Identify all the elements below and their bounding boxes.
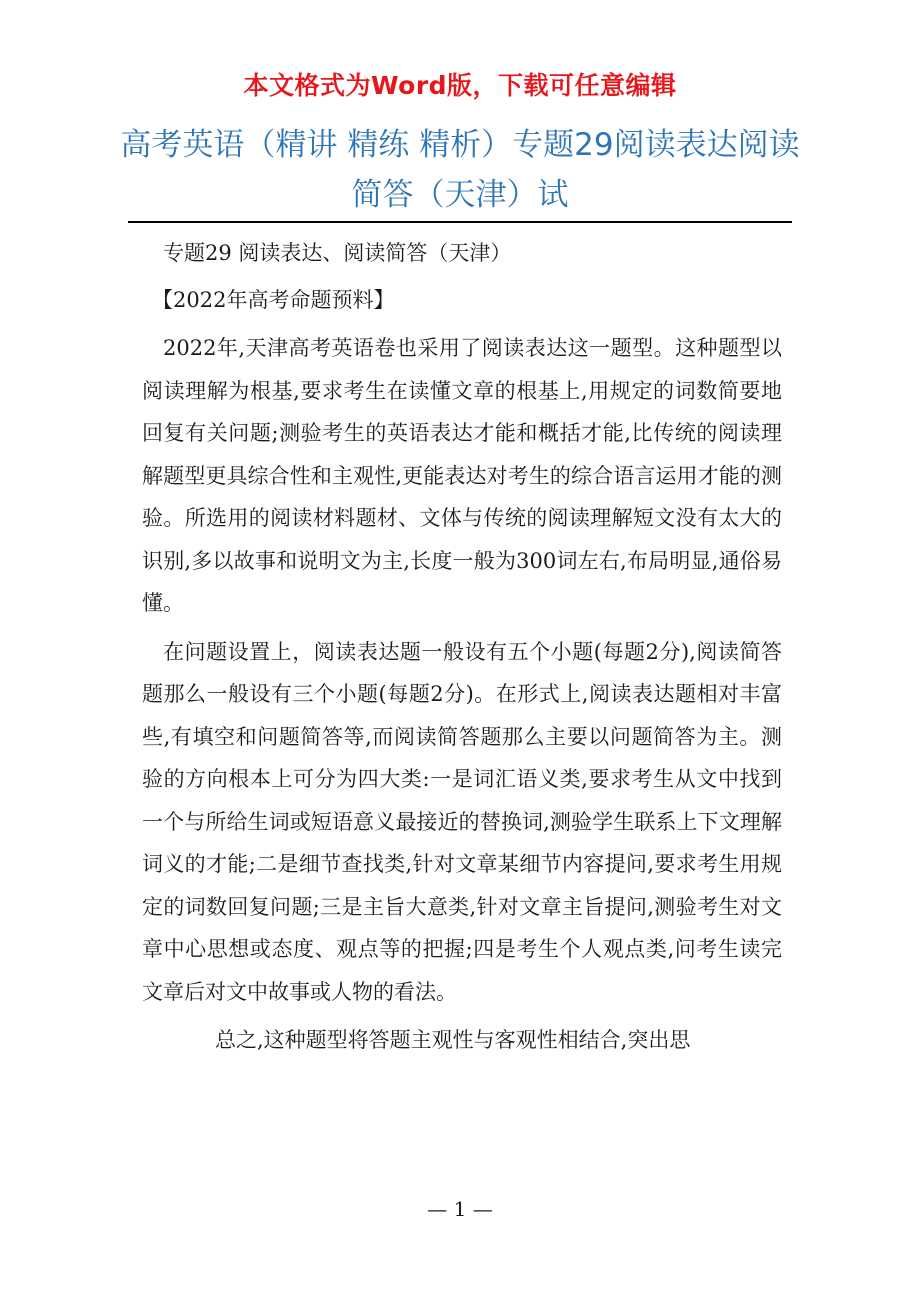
document-title: 高考英语（精讲 精练 精析）专题29阅读表达阅读简答（天津）试 (120, 127, 800, 213)
format-notice: 本文格式为Word版，下载可任意编辑 (243, 71, 677, 100)
section-label: 【2022年高考命题预料】 (152, 287, 395, 312)
page-number: — 1 — (427, 1197, 493, 1221)
paragraph: 2022年,天津高考英语卷也采用了阅读表达这一题型。这种题型以阅读理解为根基,要求考生在读懂文章的根基上,用规定的词数简要地回复有关问题;测验考生的英语表达才能和概括才能,比传统的阅读理解题型更具综合性和主观性,更能表达对考生的综合语言运用才能的测验。所选用的阅读材料题材、文体与传统的阅读理解短文没有太大的识别,多以故事和说明文为主,长度一般为300词左右,布局明显,通俗易懂。 (142, 336, 782, 615)
paragraph: 在问题设置上，阅读表达题一般设有五个小题(每题2分),阅读简答题那么一般设有三个小题(每题2分)。在形式上,阅读表达题相对丰富些,有填空和问题简答等,而阅读简答题那么主要以问题简答为主。测验的方向根本上可分为四大类:一是词汇语义类,要求考生从文中找到一个与所给生词或短语意义最接近的替换词,测验学生联系上下文理解词义的才能;二是细节查找类,针对文章某细节内容提问,要求考生用规定的词数回复问题;三是主旨大意类,针对文章主旨提问,测验考生对文章中心思想或态度、观点等的把握;四是考生个人观点类,问考生读完文章后对文中故事或人物的看法。 (142, 639, 782, 1004)
document-body (142, 232, 782, 1062)
title-divider (128, 221, 792, 223)
section-subtitle: 专题29 阅读表达、阅读简答（天津） (163, 241, 512, 265)
paragraph: 总之,这种题型将答题主观性与客观性相结合,突出思 (215, 1028, 691, 1052)
